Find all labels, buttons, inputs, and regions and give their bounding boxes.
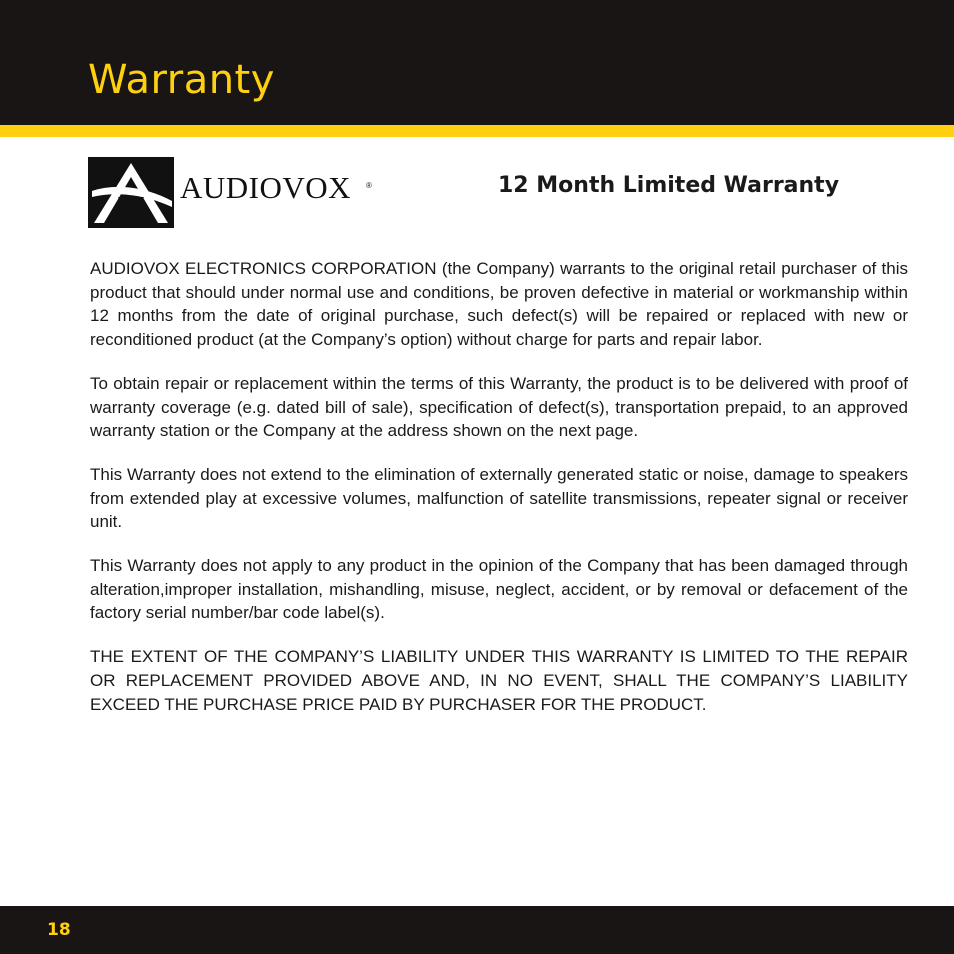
audiovox-logo-mark-icon <box>88 157 174 228</box>
brand-wordmark <box>180 171 351 205</box>
page-number: 18 <box>47 920 71 940</box>
accent-stripe <box>0 125 954 137</box>
paragraph-exclusions-noise: This Warranty does not extend to the elimination of externally generated static or noise, damage to speakers from extended play at excessive volumes, malfunction of satellite transmissions, repeater signal or receiver unit. <box>90 464 908 532</box>
warranty-text <box>90 257 908 736</box>
paragraph-exclusions-damage: This Warranty does not apply to any product in the opinion of the Company that has been damaged through alteration,improper installation, mishandling, misuse, neglect, accident, or by removal or defacement of the factory serial number/bar code label(s). <box>90 556 908 623</box>
registered-mark: ® <box>366 181 372 190</box>
page-title: Warranty <box>88 57 275 103</box>
paragraph-repair-procedure: To obtain repair or replacement within the terms of this Warranty, the product is to be delivered with proof of warranty coverage (e.g. dated bill of sale), specification of defect(s), transportation prepaid, to an approved warranty station or the Company at the address shown on the next page. <box>90 373 908 441</box>
brand-text: AUDIOVOX <box>180 170 352 205</box>
section-title: 12 Month Limited Warranty <box>498 173 840 198</box>
header-band <box>0 0 954 125</box>
paragraph-liability: THE EXTENT OF THE COMPANY’S LIABILITY UNDER THIS WARRANTY IS LIMITED TO THE REPAIR OR REPLACEMENT PROVIDED ABOVE AND, IN NO EVENT, SHALL THE COMPANY’S LIABILITY EXCEED THE PURCHASE PRICE PAID BY PURCHASER FOR THE PRODUCT. <box>90 647 908 714</box>
paragraph-coverage: AUDIOVOX ELECTRONICS CORPORATION (the Company) warrants to the original retail purchaser of this product that should under normal use and conditions, be proven defective in material or workmanship within 12 months from the date of original purchase, such defect(s) will be repaired or replaced with new or reconditioned product (at the Company’s option) without charge for parts and repair labor. <box>90 259 908 350</box>
audiovox-logo <box>88 157 378 229</box>
footer-band <box>0 906 954 954</box>
